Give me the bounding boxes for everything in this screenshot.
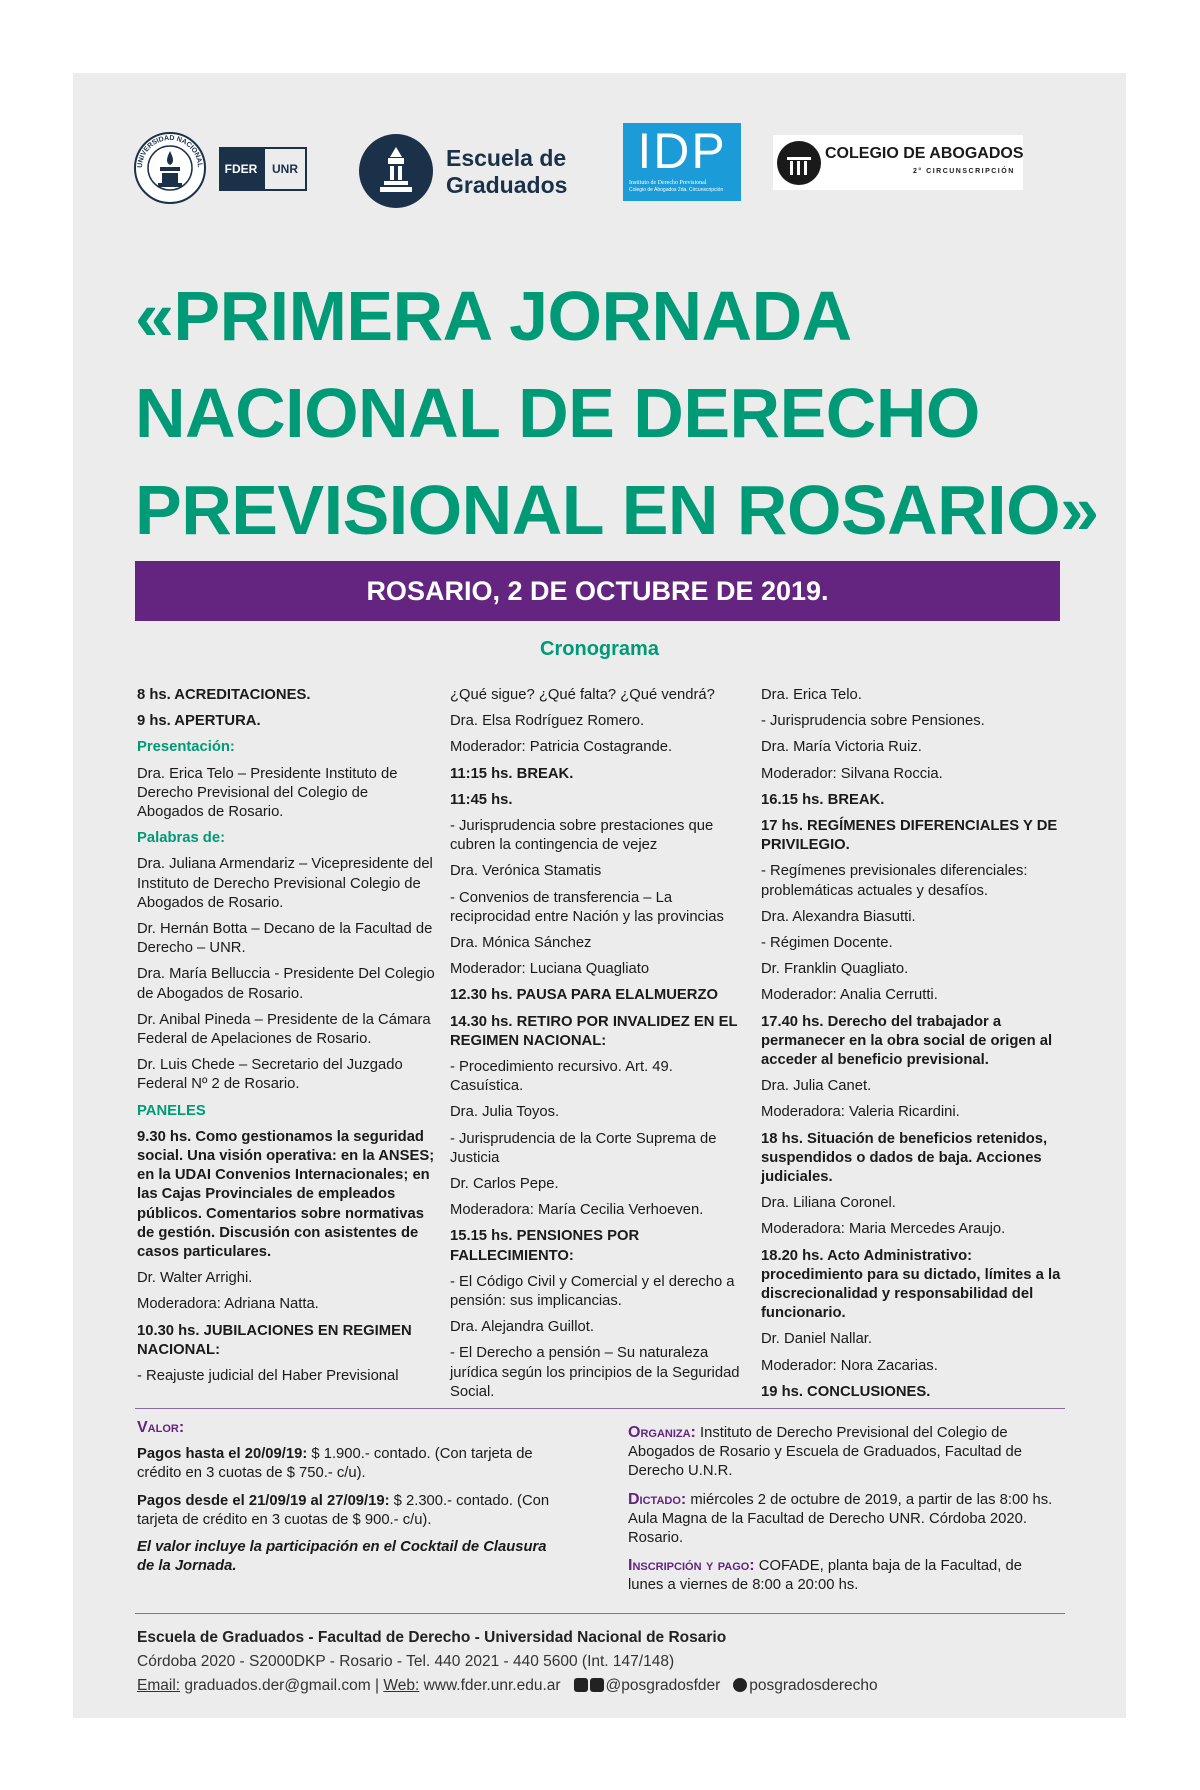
facebook-icon [574,1678,588,1692]
dictado-entry [628,1490,1058,1549]
moderator-entry [761,986,1061,1005]
building-icon [358,133,434,209]
schedule-item: 14.30 hs. RETIRO POR INVALIDEZ EN EL REGIMEN NACIONAL: [450,1013,738,1049]
idp-sub2: Colegio de Abogados 2da. Circunscripción [629,187,724,193]
event-title [135,268,1099,559]
schedule-item: 16.15 hs. BREAK. [761,791,885,808]
inscripcion-entry [628,1556,1058,1595]
moderator-label: Moderador: [761,987,840,1004]
moderator-label: Moderador: [450,739,530,756]
price-entry [137,1492,557,1530]
colegio-abogados-logo [773,135,1023,190]
moderator-name: Adriana Natta. [224,1296,319,1313]
unr-box: UNR [263,147,307,191]
speaker-entry: Dra. Mónica Sánchez [450,935,592,952]
moderator-name: Silvana Roccia. [840,765,943,782]
topic-entry: - Procedimiento recursivo. Art. 49. Casuística. [450,1059,673,1095]
speaker-name: Dra. Juliana Armendariz [137,856,295,873]
title-line-1: «PRIMERA JORNADA [135,277,852,355]
price-entry [137,1445,557,1483]
email-label: Email: [137,1677,181,1694]
speaker-entry: Dra. Julia Toyos. [450,1104,560,1121]
seal-text: UNIVERSIDAD NACIONAL [136,134,204,169]
moderator-name: Patricia Costagrande. [529,739,673,756]
escuela-line1: Escuela de [446,145,567,171]
footer-contact [137,1674,1067,1698]
topic-entry: - Regímenes previsionales diferenciales: problemáticas actuales y desafíos. [761,863,1028,899]
twitter-icon [590,1678,604,1692]
topic-entry: - Jurisprudencia sobre Pensiones. [761,713,985,730]
logo-bar [133,123,1083,213]
speaker-entry [137,765,437,823]
organizer-entry [628,1423,1058,1482]
section-label: Presentación: [137,739,235,756]
inscripcion-label: Inscripción y pago: [628,1557,755,1575]
price-detail: $ 2.300.- contado. (Con tarjeta de crédito en 3 cuotas de $ 900.- c/u). [137,1492,550,1528]
idp-letters: IDP [637,123,727,179]
fder-unr-logo [219,147,309,191]
instagram-icon [733,1678,747,1692]
topic-entry: - Reajuste judicial del Haber Previsional [137,1368,399,1385]
moderator-name: Valeria Ricardini. [849,1104,960,1121]
speaker-entry: Dra. Verónica Stamatis [450,863,602,880]
footer [137,1626,1067,1698]
title-line-2: NACIONAL DE DERECHO [135,374,980,452]
schedule-item: 15.15 hs. PENSIONES POR FALLECIMIENTO: [450,1228,640,1264]
speaker-entry: Dr. Franklin Quagliato. [761,961,909,978]
speaker-entry: Dr. Walter Arrighi. [137,1270,253,1287]
moderator-entry [761,1357,1061,1376]
schedule-column-1 [137,686,437,1393]
web-link[interactable]: www.fder.unr.edu.ar [419,1677,561,1694]
price-period: Pagos desde el 21/09/19 al 27/09/19: [137,1492,390,1509]
topic-entry: - El Código Civil y Comercial y el derecho a pensión: sus implicancias. [450,1273,735,1310]
moderator-name: Luciana Quagliato [529,961,650,978]
moderator-label: Moderadora: [137,1296,225,1313]
price-section [137,1418,557,1584]
social-handle-2[interactable]: posgradosderecho [749,1677,878,1694]
speaker-entry: Dra. Alejandra Guillot. [450,1319,594,1336]
speaker-role: – Secretario del Juzgado Federal Nº 2 de Rosario. [137,1057,403,1093]
dictado-label: Dictado: [628,1490,687,1508]
speaker-entry: Dra. Alexandra Biasutti. [761,908,916,925]
speaker-entry: Dr. Daniel Nallar. [761,1331,873,1348]
section-label: Palabras de: [137,830,226,847]
moderator-label: Moderadora: [761,1221,850,1238]
event-date-banner: ROSARIO, 2 DE OCTUBRE DE 2019. [135,561,1060,621]
moderator-label: Moderador: [761,765,841,782]
colegio-sub: 2° CIRCUNSCRIPCIÓN [913,168,1015,175]
schedule-item: 8 hs. ACREDITACIONES. [137,687,311,703]
schedule-item: 11:45 hs. [450,791,513,808]
email-link[interactable]: graduados.der@gmail.com | [180,1677,384,1694]
moderator-label: Moderadora: [450,1202,539,1219]
section-label: PANELES [137,1102,206,1119]
organiza-label: Organiza: [628,1424,696,1441]
schedule-item: 19 hs. CONCLUSIONES. [761,1383,931,1400]
social-handle-1[interactable]: @posgradosfder [605,1677,721,1694]
cronograma-heading: Cronograma [540,638,659,660]
schedule-item: 9.30 hs. Como gestionamos la seguridad social. Una visión operativa: en la ANSES; en la UDAI Convenios Internacionales; en las Cajas Provinciales de empleados públicos. Comentarios sobre normativas de gestión. Discusión con asistentes de casos particulares. [137,1128,435,1261]
topic-entry: - Jurisprudencia de la Corte Suprema de Justicia [450,1130,717,1166]
moderator-entry [761,1103,1061,1122]
schedule-column-3 [761,686,1061,1409]
divider [135,1613,1065,1614]
schedule-item: 12.30 hs. PAUSA PARA ELALMUERZO [450,987,719,1004]
speaker-role: – Decano de la Facultad de Derecho – UNR. [137,921,433,957]
speaker-name: Dra. Erica Telo [137,765,234,782]
organizer-section [628,1423,1058,1604]
speaker-entry: Dra. Julia Canet. [761,1078,872,1095]
speaker-name: Dr. Anibal Pineda [137,1011,251,1028]
moderator-name: Analia Cerrutti. [839,987,938,1004]
organiza-text: Instituto de Derecho Previsional del Colegio de Abogados de Rosario y Escuela de Graduados, Facultad de Derecho U.N.R. [628,1425,1023,1480]
fder-box: FDER [219,147,263,191]
speaker-entry [137,1011,437,1049]
speaker-role: – Presidente de la Cámara Federal de Apelaciones de Rosario. [137,1011,431,1048]
speaker-name: Dra. María Belluccia [137,966,271,983]
web-label: Web: [383,1677,420,1694]
moderator-name: Nora Zacarias. [840,1357,938,1374]
speaker-entry [137,920,437,958]
speaker-entry: Dra. Liliana Coronel. [761,1195,896,1212]
moderator-label: Moderador: [450,961,530,978]
price-heading: Valor: [137,1419,185,1436]
escuela-graduados-logo [358,133,568,213]
price-detail: $ 1.900.- contado. (Con tarjeta de crédito en 3 cuotas de $ 750.- c/u). [137,1446,533,1482]
moderator-entry [450,738,750,757]
schedule-item: 18 hs. Situación de beneficios retenidos, suspendidos o dados de baja. Acciones judiciales. [761,1130,1048,1186]
moderator-label: Moderador: [761,1357,841,1374]
speaker-role: – Vicepresidente del Instituto de Derecho Previsional Colegio de Abogados de Rosario. [137,856,433,911]
moderator-name: María Cecilia Verhoeven. [538,1202,704,1219]
price-period: Pagos hasta el 20/09/19: [137,1446,308,1463]
speaker-entry: Dra. Elsa Rodríguez Romero. [450,713,645,730]
speaker-name: Dr. Hernán Botta [137,921,248,938]
topic-entry: - Régimen Docente. [761,935,893,952]
topic-entry: - Convenios de transferencia – La reciprocidad entre Nación y las provincias [450,889,724,925]
schedule-item: 11:15 hs. BREAK. [450,765,574,782]
moderator-name: Maria Mercedes Araujo. [849,1221,1006,1238]
speaker-name: Dr. Luis Chede [137,1057,235,1074]
schedule-item: 17.40 hs. Derecho del trabajador a permanecer en la obra social de origen al acceder al beneficio previsional. [761,1013,1053,1069]
schedule-item: 18.20 hs. Acto Administrativo: procedimiento para su dictado, límites a la discrecionalidad y responsabilidad del funcionario. [761,1247,1061,1322]
moderator-label: Moderadora: [761,1104,850,1121]
speaker-role: - Presidente Del Colegio de Abogados de Rosario. [137,966,435,1002]
speaker-role: – Presidente Instituto de Derecho Previsional del Colegio de Abogados de Rosario. [137,765,398,821]
speaker-entry [137,965,437,1003]
moderator-entry [761,1220,1061,1239]
speaker-entry: Dra. María Victoria Ruiz. [761,739,922,756]
speaker-entry [137,1056,437,1094]
moderator-entry [761,765,1061,784]
divider [135,1408,1065,1409]
dictado-text: miércoles 2 de octubre de 2019, a partir de las 8:00 hs. Aula Magna de la Facultad de Derecho UNR. Córdoba 2020. Rosario. [628,1491,1053,1547]
schedule-item: 17 hs. REGÍMENES DIFERENCIALES Y DE PRIVILEGIO. [761,818,1058,854]
moderator-entry [450,960,750,979]
schedule-column-2 [450,686,750,1409]
topic-entry: - El Derecho a pensión – Su naturaleza jurídica según los principios de la Seguridad Social. [450,1345,740,1400]
inscripcion-text: COFADE, planta baja de la Facultad, de lunes a viernes de 8:00 a 20:00 hs. [628,1558,1022,1594]
idp-sub1: Instituto de Derecho Previsional [629,180,707,186]
unr-seal-logo [133,131,207,205]
colegio-name: COLEGIO DE ABOGADOS [825,145,1024,162]
moderator-entry [450,1201,750,1220]
topic-entry: - Jurisprudencia sobre prestaciones que cubren la contingencia de vejez [450,818,714,854]
footer-address: Córdoba 2020 - S2000DKP - Rosario - Tel. 440 2021 - 440 5600 (Int. 147/148) [137,1653,675,1670]
topic-entry: ¿Qué sigue? ¿Qué falta? ¿Qué vendrá? [450,687,715,703]
title-line-3: PREVISIONAL EN ROSARIO» [135,471,1099,549]
speaker-entry: Dr. Carlos Pepe. [450,1176,559,1193]
escuela-line2: Graduados [446,172,568,198]
moderator-entry [137,1295,437,1314]
flyer [73,73,1126,1718]
schedule-item: 9 hs. APERTURA. [137,713,261,730]
column-icon [775,139,823,187]
price-note: El valor incluye la participación en el Cocktail de Clausura de la Jornada. [137,1539,547,1575]
idp-logo [623,123,741,201]
schedule-item: 10.30 hs. JUBILACIONES EN REGIMEN NACIONAL: [137,1322,412,1358]
footer-institution: Escuela de Graduados - Facultad de Derecho - Universidad Nacional de Rosario [137,1629,727,1646]
speaker-entry: Dra. Erica Telo. [761,687,862,703]
speaker-entry [137,855,437,913]
